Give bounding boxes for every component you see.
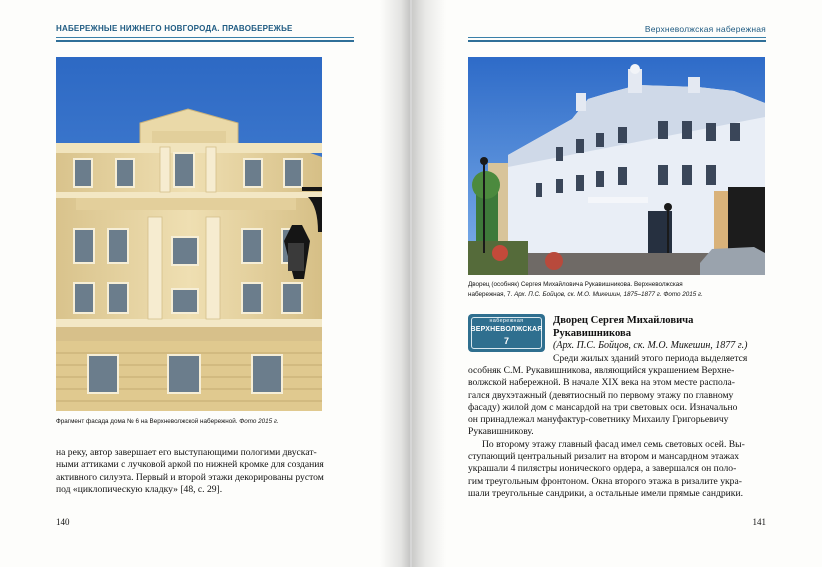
street-sign: [468, 314, 545, 352]
body-line: ными аттиками с лучковой аркой по нижней кромке для создания: [56, 459, 324, 471]
caption-line: Дворец (особняк) Сергея Михайловича Рукавишникова. Верхневолжская: [468, 281, 683, 288]
palace-photo: [468, 57, 765, 275]
right-running-header: Верхневолжская набережная: [644, 24, 766, 34]
caption-credit: Арх. П.С. Бойцов, ск. М.О. Микешин, 1875–1877 г. Фото 2015 г.: [514, 290, 703, 298]
sign-number: 7: [503, 336, 509, 346]
header-rule-thick: [56, 40, 354, 42]
body-line: гим треугольным фронтоном. Окна второго этажа в ризалите укра-: [468, 475, 742, 487]
article-subtitle: (Арх. П.С. Бойцов, ск. М.О. Микешин, 1877 г.): [553, 340, 748, 351]
body-line: активного силуэта. Первый и второй этажи декорированы рустом: [56, 471, 324, 483]
header-rule: [56, 37, 354, 38]
facade-photo: [56, 57, 322, 411]
body-line: под «циклопическую кладку» [48, с. 29].: [56, 483, 223, 495]
body-line: волжской набережной. В начале XIX века на этом месте распола-: [468, 377, 735, 389]
right-body-paragraph-1-cont: [468, 365, 766, 500]
body-line: особняк С.М. Рукавишникова, являющийся украшением Верхне-: [468, 365, 735, 376]
body-line: фасаду) жилой дом с мансардой на три световых оси. Изначально: [468, 401, 738, 413]
page-number-left: 140: [56, 517, 70, 527]
right-page: [412, 0, 822, 567]
caption-line: набережная, 7. Арх. П.С. Бойцов, ск. М.О. Микешин, 1875–1877 г. Фото 2015 г.: [468, 290, 703, 298]
gutter-shadow: [412, 0, 446, 567]
body-line: По второму этажу главный фасад имел семь световых осей. Вы-: [482, 438, 745, 450]
page-number-right: 141: [752, 517, 766, 527]
left-photo-caption: [56, 417, 356, 427]
sign-line-2: ВЕРХНЕВОЛЖСКАЯ: [470, 326, 543, 333]
body-line: он принадлежал мануфактур-советнику Михаилу Григорьевичу: [468, 414, 729, 426]
article-title: Дворец Сергея Михайловича Рукавишникова: [553, 315, 694, 339]
body-line: шали треугольные сандрики, а остальные имели прямые сандрики.: [468, 487, 743, 499]
gutter-shadow: [380, 0, 410, 567]
caption-text: Фрагмент фасада дома № 6 на Верхневолжской набережной.: [56, 418, 238, 425]
right-body-paragraph-1: [553, 353, 766, 365]
right-photo-caption: [468, 280, 768, 299]
body-line: украшали 4 пилястры ионического ордера, а завершался он поло-: [468, 463, 737, 475]
body-line: Среди жилых зданий этого периода выделяется: [553, 353, 748, 364]
body-line: Рукавишникову.: [468, 426, 534, 438]
body-line: на реку, автор завершает его выступающими пологими двускат-: [56, 447, 317, 458]
body-line: гался двухэтажный (девятиосный по первому этажу по главному: [468, 389, 734, 401]
body-line: ступающий центральный ризалит на втором и мансардном этажах: [468, 451, 740, 463]
left-running-header: НАБЕРЕЖНЫЕ НИЖНЕГО НОВГОРОДА. ПРАВОБЕРЕЖЬЕ: [56, 24, 293, 33]
left-body-text: [56, 447, 354, 496]
left-page: [0, 0, 410, 567]
caption-credit: Фото 2015 г.: [239, 418, 279, 425]
header-rule: [468, 37, 766, 38]
header-rule-thick: [468, 40, 766, 42]
sign-line-1: набережная: [489, 318, 524, 324]
